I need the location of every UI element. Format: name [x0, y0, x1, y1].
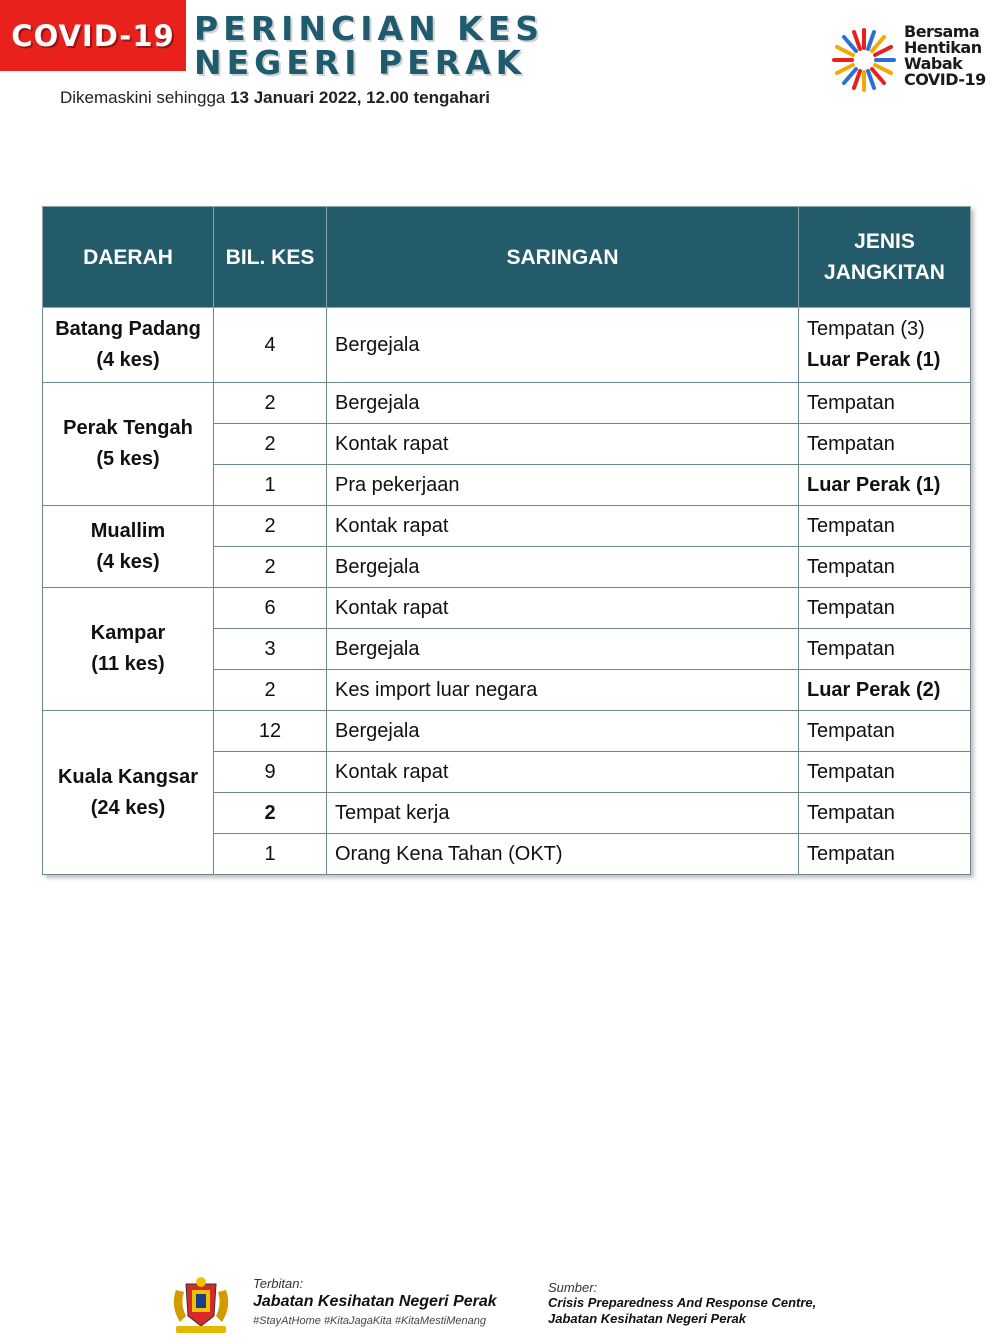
- jenis-cell: Tempatan: [799, 834, 971, 875]
- jenis-cell: Tempatan: [799, 793, 971, 834]
- district-name: Kuala Kangsar: [57, 765, 199, 788]
- table-row: [43, 506, 971, 547]
- district-name: Perak Tengah: [63, 417, 193, 439]
- footer-publisher: [253, 1276, 497, 1327]
- count-cell: 12: [214, 711, 327, 752]
- district-total: (5 kes): [96, 448, 160, 470]
- count-cell: 2: [214, 547, 327, 588]
- title-line-2: NEGERI PERAK: [194, 43, 527, 82]
- logo-line: COVID-19: [904, 70, 986, 89]
- page-title: [194, 9, 545, 82]
- district-name: Batang Padang: [55, 318, 201, 340]
- cases-table: [42, 206, 971, 875]
- updated-note: [60, 88, 490, 108]
- count-cell: 9: [214, 752, 327, 793]
- jenis-cell: Luar Perak (1): [799, 465, 971, 506]
- saringan-cell: Orang Kena Tahan (OKT): [327, 834, 799, 875]
- count-cell: 4: [214, 308, 327, 383]
- saringan-cell: Bergejala: [327, 547, 799, 588]
- saringan-cell: Kontak rapat: [327, 424, 799, 465]
- district-name: Kampar: [90, 622, 166, 644]
- logo-line: Hentikan: [904, 38, 982, 57]
- count-cell: 3: [214, 629, 327, 670]
- updated-prefix: Dikemaskini sehingga: [60, 88, 231, 107]
- district-cell: [43, 308, 214, 383]
- district-total: (4 kes): [96, 349, 160, 371]
- jenis-cell: Tempatan: [799, 424, 971, 465]
- title-line-1: PERINCIAN KES: [194, 9, 545, 48]
- logo-text: [904, 24, 986, 88]
- district-name: Muallim: [90, 519, 166, 542]
- jenis-cell: Tempatan: [799, 711, 971, 752]
- covid-badge: COVID-19: [0, 0, 186, 71]
- jenis-cell: Tempatan: [799, 752, 971, 793]
- jenis-cell: Tempatan: [799, 547, 971, 588]
- jenis-line: Tempatan (3): [807, 318, 925, 340]
- logo-line: Wabak: [904, 54, 963, 73]
- saringan-cell: Bergejala: [327, 308, 799, 383]
- saringan-cell: Tempat kerja: [327, 793, 799, 834]
- bersama-hentikan-logo: [826, 18, 996, 102]
- saringan-cell: Kontak rapat: [327, 752, 799, 793]
- coat-of-arms-icon: [162, 1276, 240, 1336]
- hashtags: #StayAtHome #KitaJagaKita #KitaMestiMenang: [253, 1315, 486, 1327]
- saringan-cell: Bergejala: [327, 383, 799, 424]
- header-saringan: SARINGAN: [327, 207, 799, 308]
- count-cell: 2: [214, 793, 327, 834]
- district-cell: [43, 588, 214, 711]
- saringan-cell: Bergejala: [327, 629, 799, 670]
- header-daerah: DAERAH: [43, 207, 214, 308]
- district-total: (4 kes): [96, 550, 160, 573]
- district-cell: [43, 711, 214, 875]
- count-cell: 2: [214, 506, 327, 547]
- district-total: (24 kes): [90, 796, 166, 819]
- count-cell: 1: [214, 834, 327, 875]
- coat-of-arms-emblem: [162, 1276, 240, 1336]
- count-cell: 2: [214, 424, 327, 465]
- count-cell: 2: [214, 670, 327, 711]
- sunburst-icon: [826, 18, 902, 102]
- sumber-line-2: Jabatan Kesihatan Negeri Perak: [548, 1311, 746, 1326]
- sumber-label: Sumber:: [548, 1280, 598, 1295]
- terbitan-name: Jabatan Kesihatan Negeri Perak: [253, 1293, 497, 1310]
- jenis-cell: [799, 308, 971, 383]
- jenis-cell: Tempatan: [799, 383, 971, 424]
- count-cell: 6: [214, 588, 327, 629]
- jenis-line-bold: Luar Perak (1): [807, 349, 941, 371]
- jenis-cell: Luar Perak (2): [799, 670, 971, 711]
- header-jenis-jangkitan: JENIS JANGKITAN: [799, 207, 971, 308]
- table-row: [43, 308, 971, 383]
- table-header-row: [43, 207, 971, 308]
- terbitan-label: Terbitan:: [253, 1276, 304, 1291]
- logo-line: Bersama: [904, 22, 980, 41]
- count-cell: 2: [214, 383, 327, 424]
- saringan-cell: Kontak rapat: [327, 506, 799, 547]
- saringan-cell: Kes import luar negara: [327, 670, 799, 711]
- table-row: [43, 711, 971, 752]
- jenis-cell: Tempatan: [799, 629, 971, 670]
- table-row: [43, 588, 971, 629]
- sumber-line-1: Crisis Preparedness And Response Centre,: [548, 1295, 817, 1310]
- saringan-cell: Pra pekerjaan: [327, 465, 799, 506]
- saringan-cell: Bergejala: [327, 711, 799, 752]
- saringan-cell: Kontak rapat: [327, 588, 799, 629]
- district-cell: [43, 383, 214, 506]
- jenis-cell: Tempatan: [799, 506, 971, 547]
- district-cell: [43, 506, 214, 588]
- updated-date: 13 Januari 2022, 12.00 tengahari: [230, 88, 490, 107]
- jenis-cell: Tempatan: [799, 588, 971, 629]
- header-bil-kes: BIL. KES: [214, 207, 327, 308]
- footer-source: [548, 1280, 816, 1327]
- district-total: (11 kes): [91, 653, 165, 675]
- table-row: [43, 383, 971, 424]
- count-cell: 1: [214, 465, 327, 506]
